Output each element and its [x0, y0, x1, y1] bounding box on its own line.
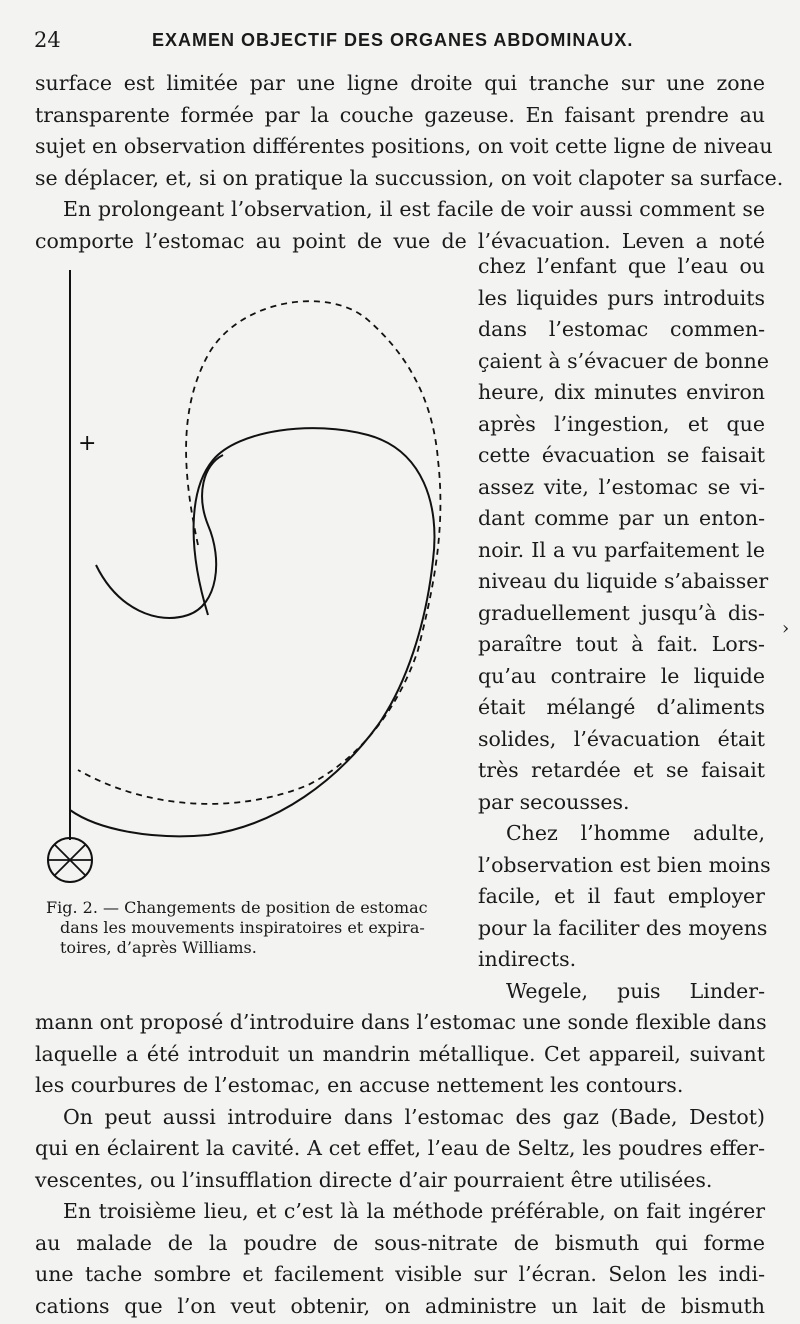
text-line: surface est limitée par une ligne droite qui tranche sur une zone	[35, 71, 765, 95]
dashed-stomach-outline	[78, 301, 440, 804]
text-line: Chez l’homme adulte,	[506, 821, 765, 845]
text-line: une tache sombre et facilement visible sur l’écran. Selon les indi-	[35, 1262, 765, 1286]
text-line: En prolongeant l’observation, il est facile de voir aussi comment se	[63, 197, 765, 221]
text-line: transparente formée par la couche gazeuse. En faisant prendre au	[35, 102, 765, 127]
text-line: solides, l’évacuation était	[478, 726, 765, 751]
figure-caption	[46, 898, 466, 958]
text-line: En troisième lieu, et c’est là la méthode préférable, on fait ingérer	[63, 1199, 765, 1223]
text-line: facile, et il faut employer	[478, 884, 765, 908]
text-line: noir. Il a vu parfaitement le	[478, 537, 765, 562]
text-line: indirects.	[478, 947, 577, 971]
text-line: les courbures de l’estomac, en accuse nettement les contours.	[35, 1073, 684, 1097]
text-line: dant comme par un enton-	[478, 506, 765, 530]
text-line: sujet en observation différentes positions, on voit cette ligne de niveau	[35, 134, 773, 158]
text-line: çaient à s’évacuer de bonne	[478, 348, 769, 373]
text-line: heure, dix minutes environ	[478, 380, 765, 404]
text-line: l’observation est bien moins	[478, 852, 771, 877]
text-line: était mélangé d’aliments	[478, 695, 765, 719]
stomach-inner-curve	[96, 455, 223, 618]
text-line: pour la faciliter des moyens	[478, 915, 768, 940]
solid-stomach-outline	[70, 428, 434, 836]
text-line: graduellement jusqu’à dis-	[478, 600, 765, 625]
caption-line: Fig. 2. — Changements de position de estomac	[46, 898, 428, 917]
text-line: cations que l’on veut obtenir, on administre un lait de bismuth	[35, 1293, 765, 1318]
text-line: se déplacer, et, si on pratique la succussion, on voit clapoter sa surface.	[35, 165, 784, 190]
text-line: mann ont proposé d’introduire dans l’estomac une sonde flexible dans	[35, 1010, 767, 1034]
text-line: très retardée et se faisait	[478, 758, 765, 782]
page-number: 24	[34, 28, 61, 52]
text-line: paraître tout à fait. Lors-	[478, 632, 765, 656]
running-title: EXAMEN OBJECTIF DES ORGANES ABDOMINAUX.	[152, 30, 634, 50]
text-line: chez l’enfant que l’eau ou	[478, 254, 765, 278]
text-line: On peut aussi introduire dans l’estomac des gaz (Bade, Destot)	[63, 1104, 765, 1129]
plus-sign: +	[78, 431, 97, 456]
stomach-position-figure	[38, 260, 468, 900]
caption-line: dans les mouvements inspiratoires et expira-	[60, 918, 425, 937]
text-line: qui en éclairent la cavité. A cet effet, l’eau de Seltz, les poudres effer-	[35, 1136, 765, 1160]
text-line: au malade de la poudre de sous-nitrate de bismuth qui forme	[35, 1230, 765, 1255]
text-line: les liquides purs introduits	[478, 285, 765, 310]
page-header	[34, 28, 764, 62]
text-line: niveau du liquide s’abaisser	[478, 569, 769, 593]
text-line: vescentes, ou l’insufflation directe d’air pourraient être utilisées.	[35, 1167, 713, 1192]
caption-line: toires, d’après Williams.	[60, 938, 257, 957]
text-line: Wegele, puis Linder-	[506, 978, 765, 1003]
text-line: laquelle a été introduit un mandrin métallique. Cet appareil, suivant	[35, 1041, 765, 1066]
text-line: dans l’estomac commen-	[478, 317, 765, 341]
text-line: comporte l’estomac au point de vue de l’évacuation. Leven a noté	[35, 228, 765, 253]
text-line: après l’ingestion, et que	[478, 411, 765, 436]
text-line: cette évacuation se faisait	[478, 443, 765, 467]
text-line: par secousses.	[478, 789, 630, 814]
text-line: assez vite, l’estomac se vi-	[478, 474, 765, 499]
text-line: qu’au contraire le liquide	[478, 663, 765, 688]
margin-mark: ›	[782, 618, 790, 639]
